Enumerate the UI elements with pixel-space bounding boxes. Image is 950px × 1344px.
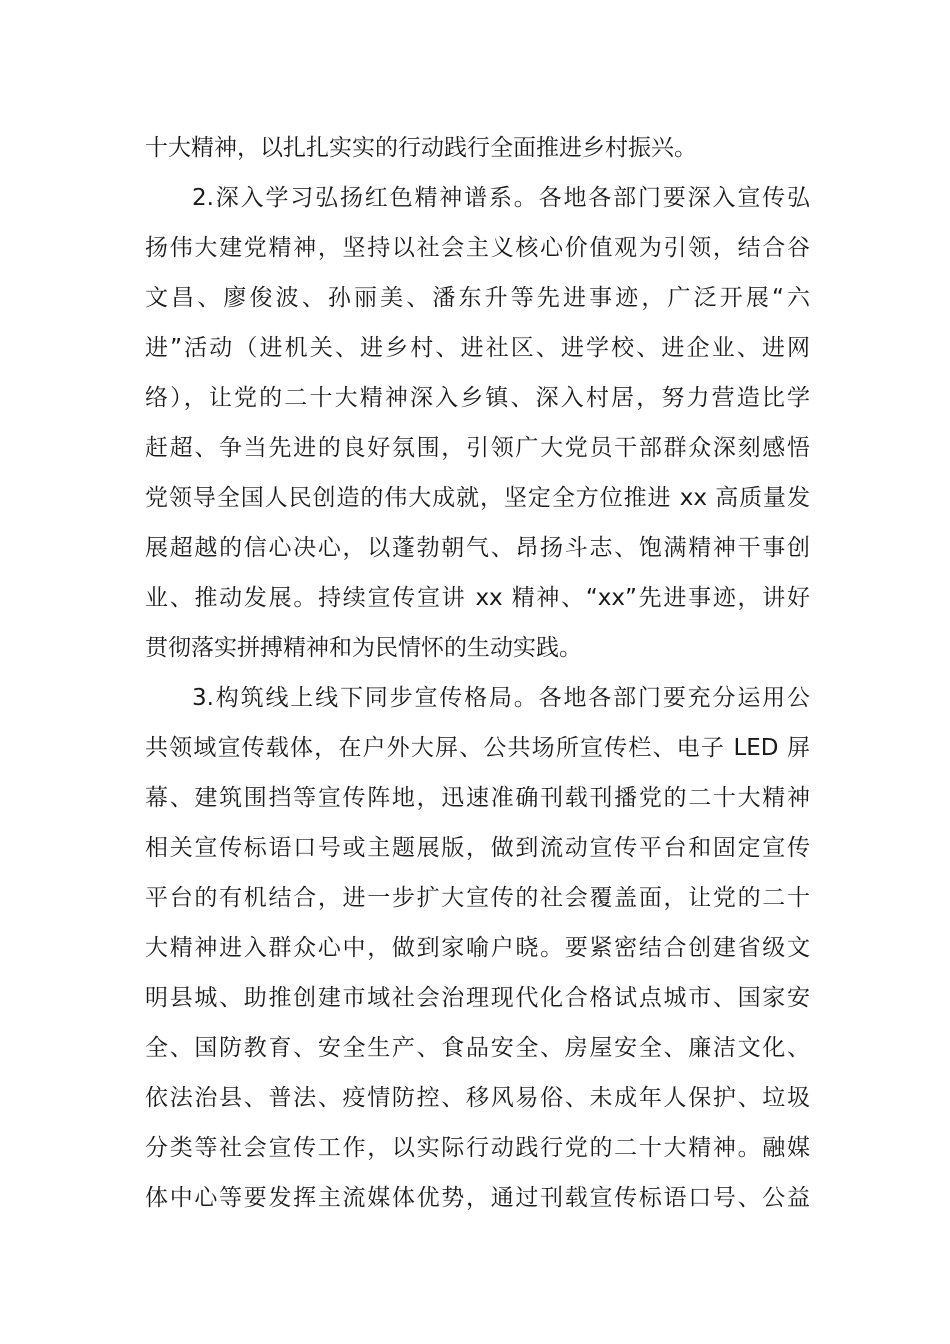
paragraph-heading-line: 3.构筑线上线下同步宣传格局。各地各部门要充分运用公 [192,685,810,711]
text-line: 共领域宣传载体，在户外大屏、公共场所宣传栏、电子 LED 屏 [145,735,810,761]
text-line: 络），让党的二十大精神深入乡镇、深入村居，努力营造比学 [145,385,810,411]
text-line: 明县城、助推创建市域社会治理现代化合格试点城市、国家安 [145,985,810,1011]
text-line: 十大精神，以扎扎实实的行动践行全面推进乡村振兴。 [145,135,697,161]
text-line: 赶超、争当先进的良好氛围，引领广大党员干部群众深刻感悟 [145,435,810,461]
text-line: 体中心等要发挥主流媒体优势，通过刊载宣传标语口号、公益 [145,1185,810,1211]
text-line: 文昌、廖俊波、孙丽美、潘东升等先进事迹，广泛开展“六 [145,285,810,311]
text-line: 全、国防教育、安全生产、食品安全、房屋安全、廉洁文化、 [145,1035,810,1061]
text-line: 分类等社会宣传工作，以实际行动践行党的二十大精神。融媒 [145,1135,810,1161]
text-line: 进”活动（进机关、进乡村、进社区、进学校、进企业、进网 [145,335,810,361]
text-line: 大精神进入群众心中，做到家喻户晓。要紧密结合创建省级文 [145,935,810,961]
paragraph-heading-line: 2.深入学习弘扬红色精神谱系。各地各部门要深入宣传弘 [192,185,810,211]
text-line: 依法治县、普法、疫情防控、移风易俗、未成年人保护、垃圾 [145,1085,810,1111]
text-line: 业、推动发展。持续宣传宣讲 xx 精神、“xx”先进事迹，讲好 [145,585,810,611]
text-line: 扬伟大建党精神，坚持以社会主义核心价值观为引领，结合谷 [145,235,810,261]
text-line: 平台的有机结合，进一步扩大宣传的社会覆盖面，让党的二十 [145,885,810,911]
text-line: 幕、建筑围挡等宣传阵地，迅速准确刊载刊播党的二十大精神 [145,785,810,811]
text-line: 展超越的信心决心，以蓬勃朝气、昂扬斗志、饱满精神干事创 [145,535,810,561]
text-line: 党领导全国人民创造的伟大成就，坚定全方位推进 xx 高质量发 [145,485,810,511]
text-line: 贯彻落实拼搏精神和为民情怀的生动实践。 [145,635,582,661]
text-line: 相关宣传标语口号或主题展版，做到流动宣传平台和固定宣传 [145,835,810,861]
